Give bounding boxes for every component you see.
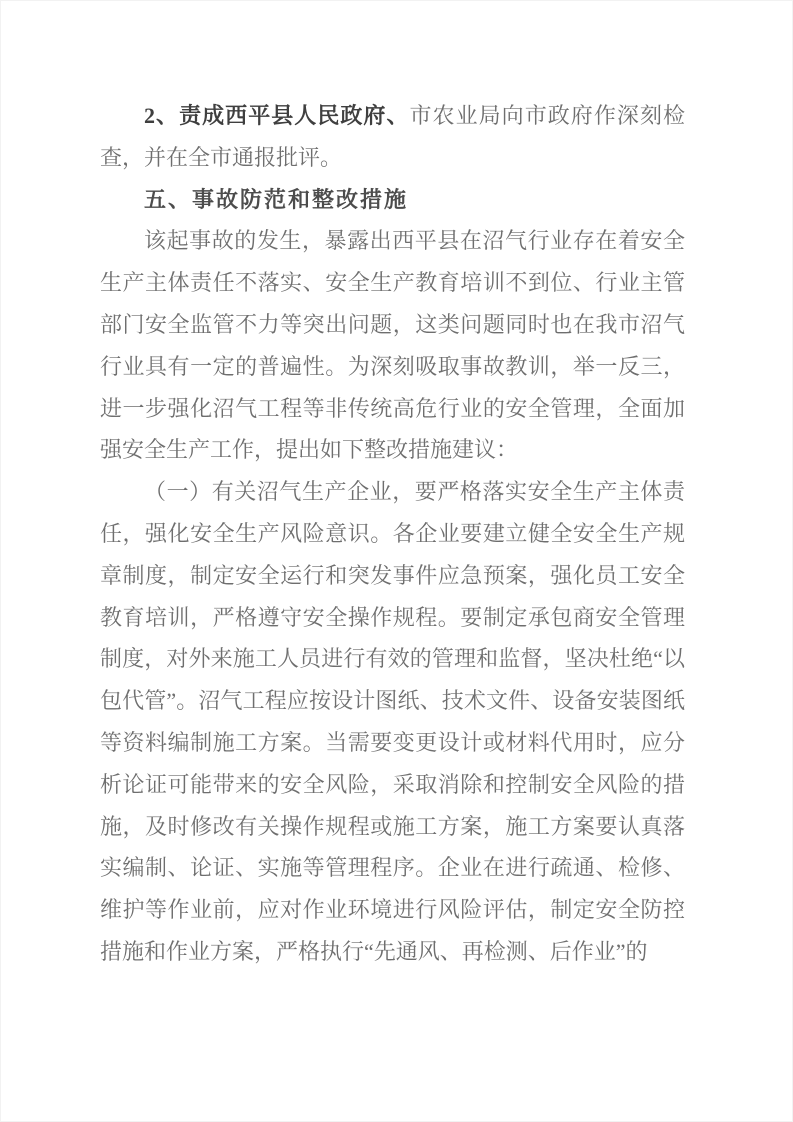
text-run: 该起事故的发生，暴露出西平县在沼气行业存在着安全生产主体责任不落实、安全生产教育培训不到位、行业主管部门安全监管不力等突出问题，这类问题同时也在我市沼气行业具有一定的普遍性。为深刻吸取事故教训，举一反三，进一步强化沼气工程等非传统高危行业的安全管理，全面加强安全生产工作，提出如下整改措施建议： <box>100 228 685 463</box>
section-heading <box>100 179 685 221</box>
paragraph <box>100 471 685 973</box>
text-run: 市农业局向市政府作深刻检查，并在全市通报批评。 <box>100 103 685 170</box>
paragraph <box>100 95 685 179</box>
document-body <box>100 95 685 973</box>
text-run: （一）有关沼气生产企业，要严格落实安全生产主体责任，强化安全生产风险意识。各企业要建立健全安全生产规章制度，制定安全运行和突发事件应急预案，强化员工安全教育培训，严格遵守安全操作规程。要制定承包商安全管理制度，对外来施工人员进行有效的管理和监督，坚决杜绝“以包代管”。沼气工程应按设计图纸、技术文件、设备安装图纸等资料编制施工方案。当需要变更设计或材料代用时，应分析论证可能带来的安全风险，采取消除和控制安全风险的措施，及时修改有关操作规程或施工方案，施工方案要认真落实编制、论证、实施等管理程序。企业在进行疏通、检修、维护等作业前，应对作业环境进行风险评估，制定安全防控措施和作业方案，严格执行“先通风、再检测、后作业”的 <box>100 479 685 964</box>
emphasized-text-run: 2、责成西平县人民政府、 <box>144 103 410 128</box>
paragraph <box>100 220 685 471</box>
text-run: 五、事故防范和整改措施 <box>144 186 409 212</box>
